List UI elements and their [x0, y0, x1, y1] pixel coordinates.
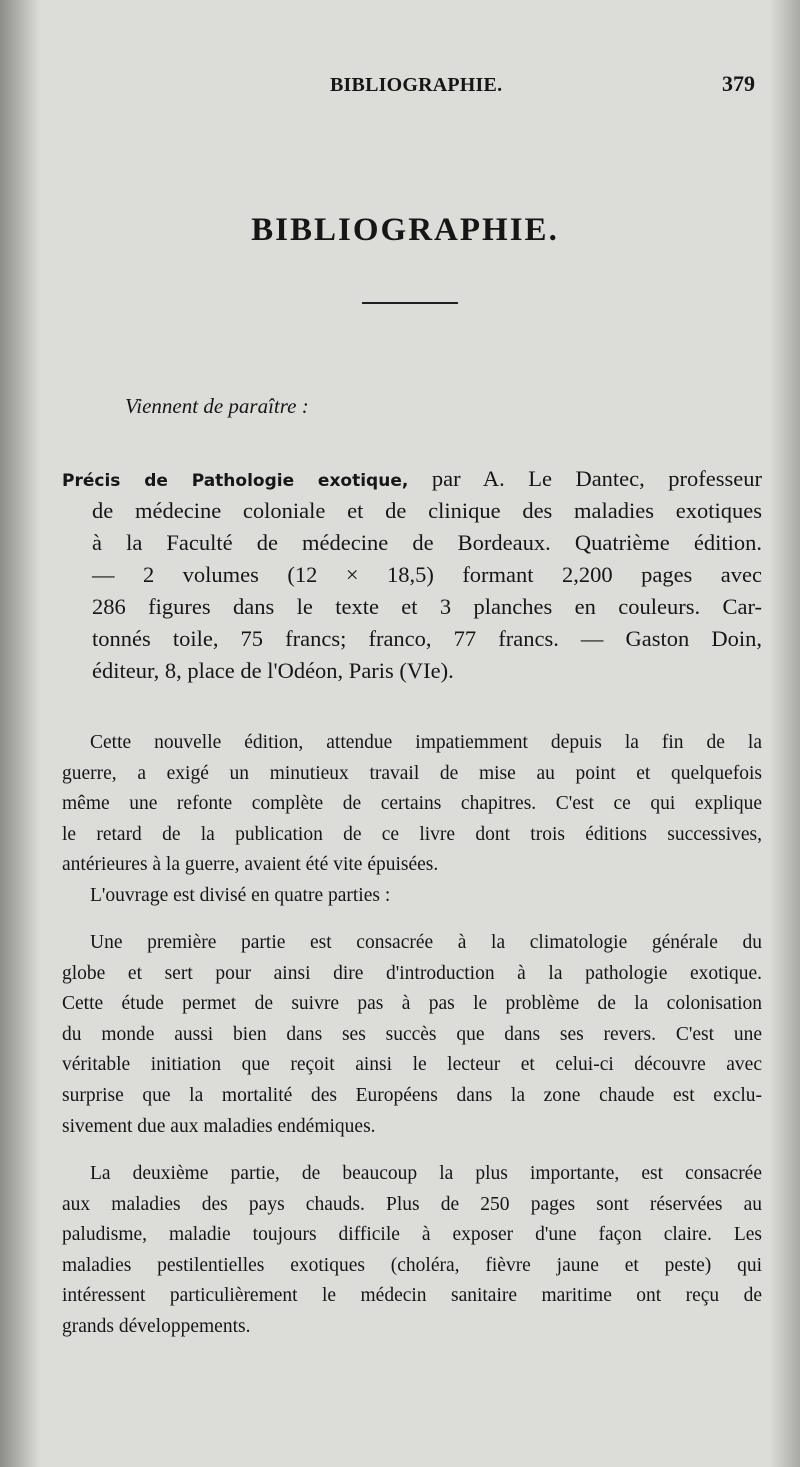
title-divider [362, 302, 458, 304]
paragraph-line: globe et sert pour ainsi dire d'introduction à la pathologie exotique. [62, 962, 762, 984]
intro-heading: Viennent de paraître : [125, 394, 309, 418]
page-title: BIBLIOGRAPHIE. [251, 212, 559, 248]
page-number: 379 [722, 71, 755, 96]
entry-line-2: de médecine coloniale et de clinique des maladies exotiques [92, 498, 762, 523]
paragraph-line: aux maladies des pays chauds. Plus de 250 pages sont réservées au [62, 1193, 762, 1215]
paragraph-line: le retard de la publication de ce livre dont trois éditions successives, [62, 823, 762, 845]
entry-line-7: éditeur, 8, place de l'Odéon, Paris (VIe). [92, 658, 454, 683]
paragraph-line: L'ouvrage est divisé en quatre parties : [90, 885, 391, 906]
paragraph-line: même une refonte complète de certains chapitres. C'est ce qui explique [62, 793, 762, 815]
paragraph-line: sivement due aux maladies endémiques. [62, 1115, 376, 1137]
entry-line-3: à la Faculté de médecine de Bordeaux. Quatrième édition. [92, 530, 762, 555]
paragraph-line: paludisme, maladie toujours difficile à exposer d'une façon claire. Les [62, 1224, 762, 1246]
paragraph-4 [62, 1159, 762, 1343]
entry-line-1 [62, 463, 762, 495]
paragraph-line: antérieures à la guerre, avaient été vite épuisées. [62, 854, 439, 876]
running-head: BIBLIOGRAPHIE. [330, 74, 503, 96]
paragraph-line: du monde aussi bien dans ses succès que dans ses revers. C'est une [62, 1023, 762, 1045]
paragraph-line: La deuxième partie, de beaucoup la plus importante, est consacrée [90, 1163, 762, 1184]
entry-line-1-text: par A. Le Dantec, professeur [431, 466, 763, 491]
paragraph-line: Cette nouvelle édition, attendue impatiemment depuis la fin de la [90, 732, 762, 753]
paragraph-line: maladies pestilentielles exotiques (choléra, fièvre jaune et peste) qui [62, 1254, 762, 1276]
entry-line-4: — 2 volumes (12 × 18,5) formant 2,200 pages avec [92, 562, 762, 587]
paragraph-3 [62, 928, 762, 1142]
paragraph-line: Cette étude permet de suivre pas à pas le problème de la colonisation [62, 993, 762, 1015]
paragraph-line: intéressent particulièrement le médecin sanitaire maritime ont reçu de [62, 1285, 762, 1307]
paragraph-line: surprise que la mortalité des Européens dans la zone chaude est exclu- [62, 1084, 762, 1106]
paragraph-line: grands développements. [62, 1315, 251, 1337]
paragraph-1 [62, 728, 762, 881]
paragraph-line: guerre, a exigé un minutieux travail de mise au point et quelquefois [62, 762, 762, 784]
entry-line-6: tonnés toile, 75 francs; franco, 77 francs. — Gaston Doin, [92, 626, 762, 651]
paragraph-line: Une première partie est consacrée à la climatologie générale du [90, 932, 762, 953]
paragraph-2 [62, 881, 762, 912]
entry-book-title: Précis de Pathologie exotique, [62, 471, 409, 491]
entry-line-5: 286 figures dans le texte et 3 planches en couleurs. Car- [92, 594, 762, 619]
bibliography-entry [62, 463, 762, 687]
paragraph-line: véritable initiation que reçoit ainsi le lecteur et celui-ci découvre avec [62, 1054, 762, 1076]
